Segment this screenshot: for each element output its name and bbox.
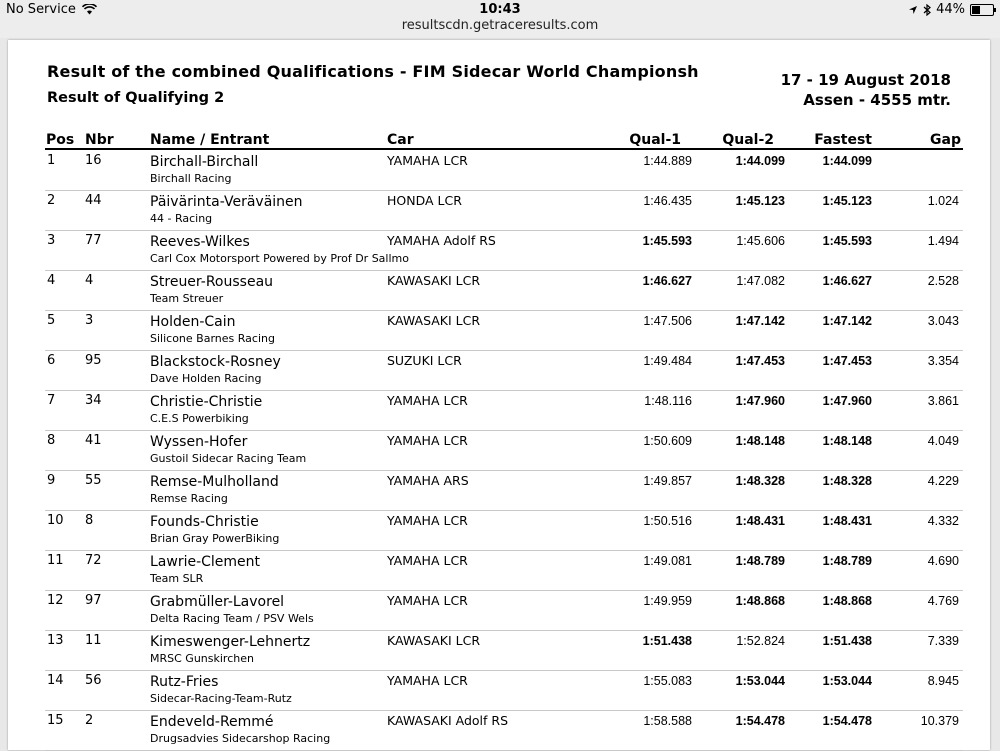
qual2-cell: 1:47.453 [735, 354, 785, 368]
entrant-cell: Dave Holden Racing [150, 372, 262, 385]
qual2-cell: 1:45.123 [735, 194, 785, 208]
car-cell: YAMAHA LCR [387, 593, 468, 608]
page-subtitle: Result of Qualifying 2 [47, 90, 225, 106]
battery-percent: 44% [936, 2, 965, 17]
col-qual1: Qual-1 [629, 132, 681, 148]
gap-cell: 7.339 [927, 634, 959, 648]
name-cell: Lawrie-Clement [150, 554, 261, 570]
position-cell: 8 [47, 433, 56, 448]
table-row [45, 230, 963, 271]
qual1-cell: 1:55.083 [643, 674, 692, 688]
qual2-cell: 1:48.789 [735, 554, 785, 568]
col-fastest: Fastest [814, 132, 872, 148]
gap-cell: 2.528 [927, 274, 959, 288]
name-cell: Kimeswenger-Lehnertz [150, 634, 311, 650]
qual1-cell: 1:49.857 [643, 474, 692, 488]
gap-cell: 8.945 [927, 674, 959, 688]
car-cell: HONDA LCR [387, 193, 462, 208]
gap-cell: 3.354 [927, 354, 959, 368]
car-cell: YAMAHA LCR [387, 553, 468, 568]
qual2-cell: 1:44.099 [735, 154, 785, 168]
entrant-cell: Sidecar-Racing-Team-Rutz [150, 692, 292, 705]
entrant-cell: MRSC Gunskirchen [150, 652, 254, 665]
name-cell: Päivärinta-Veräväinen [150, 194, 303, 210]
col-car: Car [387, 132, 414, 148]
qual1-cell: 1:51.438 [642, 634, 692, 648]
gap-cell: 4.690 [927, 554, 959, 568]
gap-cell: 1.494 [927, 234, 959, 248]
table-row [45, 670, 963, 711]
qual2-cell: 1:53.044 [735, 674, 785, 688]
position-cell: 9 [47, 473, 56, 488]
number-cell: 44 [85, 193, 102, 208]
qual2-cell: 1:47.082 [736, 274, 785, 288]
qual1-cell: 1:46.627 [642, 274, 692, 288]
name-cell: Reeves-Wilkes [150, 234, 250, 250]
qual2-cell: 1:48.868 [735, 594, 785, 608]
name-cell: Holden-Cain [150, 314, 236, 330]
fastest-cell: 1:48.328 [822, 474, 872, 488]
name-cell: Grabmüller-Lavorel [150, 594, 285, 610]
table-row [45, 550, 963, 591]
qual1-cell: 1:48.116 [644, 394, 692, 408]
qual2-cell: 1:48.148 [735, 434, 785, 448]
bluetooth-icon [923, 4, 931, 16]
car-cell: YAMAHA ARS [387, 473, 469, 488]
car-cell: YAMAHA LCR [387, 393, 468, 408]
position-cell: 1 [47, 153, 56, 168]
car-cell: YAMAHA LCR [387, 513, 468, 528]
position-cell: 13 [47, 633, 64, 648]
number-cell: 56 [85, 673, 102, 688]
qual1-cell: 1:47.506 [643, 314, 692, 328]
table-row [45, 350, 963, 391]
battery-icon [970, 4, 994, 16]
car-cell: KAWASAKI LCR [387, 313, 481, 328]
number-cell: 34 [85, 393, 102, 408]
car-cell: YAMAHA LCR [387, 153, 468, 168]
entrant-cell: Remse Racing [150, 492, 228, 505]
gap-cell: 3.043 [927, 314, 959, 328]
entrant-cell: Team Streuer [150, 292, 224, 305]
car-cell: KAWASAKI LCR [387, 273, 481, 288]
car-cell: YAMAHA Adolf RS [387, 233, 496, 248]
qual1-cell: 1:50.609 [643, 434, 692, 448]
name-cell: Rutz-Fries [150, 674, 219, 690]
number-cell: 77 [85, 233, 102, 248]
position-cell: 3 [47, 233, 56, 248]
col-nbr: Nbr [85, 132, 114, 148]
position-cell: 14 [47, 673, 64, 688]
col-pos: Pos [46, 132, 75, 148]
qual2-cell: 1:48.431 [735, 514, 785, 528]
qual1-cell: 1:44.889 [643, 154, 692, 168]
fastest-cell: 1:47.960 [822, 394, 872, 408]
qual1-cell: 1:46.435 [643, 194, 692, 208]
number-cell: 95 [85, 353, 102, 368]
fastest-cell: 1:47.142 [822, 314, 872, 328]
entrant-cell: C.E.S Powerbiking [150, 412, 249, 425]
gap-cell: 3.861 [927, 394, 959, 408]
car-cell: YAMAHA LCR [387, 433, 468, 448]
clock: 10:43 [479, 2, 521, 17]
qual2-cell: 1:45.606 [736, 234, 785, 248]
fastest-cell: 1:47.453 [822, 354, 872, 368]
name-cell: Founds-Christie [150, 514, 259, 530]
number-cell: 72 [85, 553, 102, 568]
position-cell: 12 [47, 593, 64, 608]
gap-cell: 10.379 [920, 714, 959, 728]
fastest-cell: 1:45.123 [822, 194, 872, 208]
fastest-cell: 1:45.593 [822, 234, 872, 248]
car-cell: KAWASAKI Adolf RS [387, 713, 509, 728]
number-cell: 97 [85, 593, 102, 608]
col-gap: Gap [930, 132, 961, 148]
entrant-cell: Team SLR [150, 572, 204, 585]
qual1-cell: 1:58.588 [643, 714, 692, 728]
position-cell: 10 [47, 513, 64, 528]
carrier-label: No Service [6, 2, 76, 17]
name-cell: Endeveld-Remmé [150, 714, 274, 730]
name-cell: Birchall-Birchall [150, 154, 259, 170]
results-page [8, 40, 990, 750]
entrant-cell: Gustoil Sidecar Racing Team [150, 452, 307, 465]
entrant-cell: 44 - Racing [150, 212, 213, 225]
table-row [45, 390, 963, 431]
position-cell: 15 [47, 713, 64, 728]
car-cell: SUZUKI LCR [387, 353, 462, 368]
fastest-cell: 1:48.868 [822, 594, 872, 608]
position-cell: 11 [47, 553, 64, 568]
qual2-cell: 1:54.478 [735, 714, 785, 728]
table-row [45, 270, 963, 311]
gap-cell: 4.769 [927, 594, 959, 608]
table-row [45, 470, 963, 511]
location-arrow-icon [908, 5, 918, 15]
gap-cell: 4.332 [927, 514, 959, 528]
number-cell: 41 [85, 433, 102, 448]
table-row [45, 710, 963, 751]
fastest-cell: 1:44.099 [822, 154, 872, 168]
qual1-cell: 1:50.516 [643, 514, 692, 528]
entrant-cell: Silicone Barnes Racing [150, 332, 275, 345]
car-cell: YAMAHA LCR [387, 673, 468, 688]
table-row [45, 630, 963, 671]
table-row [45, 430, 963, 471]
position-cell: 5 [47, 313, 56, 328]
entrant-cell: Brian Gray PowerBiking [150, 532, 280, 545]
qual1-cell: 1:49.959 [643, 594, 692, 608]
position-cell: 6 [47, 353, 56, 368]
number-cell: 8 [85, 513, 94, 528]
col-qual2: Qual-2 [722, 132, 774, 148]
gap-cell: 4.049 [927, 434, 959, 448]
car-cell: KAWASAKI LCR [387, 633, 481, 648]
position-cell: 7 [47, 393, 56, 408]
entrant-cell: Delta Racing Team / PSV Wels [150, 612, 314, 625]
fastest-cell: 1:51.438 [822, 634, 872, 648]
number-cell: 3 [85, 313, 94, 328]
number-cell: 11 [85, 633, 102, 648]
fastest-cell: 1:46.627 [822, 274, 872, 288]
gap-cell: 1.024 [927, 194, 959, 208]
position-cell: 2 [47, 193, 56, 208]
name-cell: Streuer-Rousseau [150, 274, 274, 290]
fastest-cell: 1:48.148 [822, 434, 872, 448]
qual2-cell: 1:47.960 [735, 394, 785, 408]
page-title: Result of the combined Qualifications - FIM Sidecar World Championsh [47, 62, 699, 81]
qual2-cell: 1:48.328 [735, 474, 785, 488]
fastest-cell: 1:54.478 [822, 714, 872, 728]
table-row [45, 190, 963, 231]
qual1-cell: 1:45.593 [642, 234, 692, 248]
url-bar[interactable] [0, 18, 1000, 38]
entrant-cell: Birchall Racing [150, 172, 232, 185]
position-cell: 4 [47, 273, 56, 288]
qual2-cell: 1:52.824 [736, 634, 785, 648]
event-dates: 17 - 19 August 2018 [780, 71, 951, 89]
col-name: Name / Entrant [150, 132, 270, 148]
table-row [45, 510, 963, 551]
name-cell: Wyssen-Hofer [150, 434, 248, 450]
fastest-cell: 1:48.431 [822, 514, 872, 528]
table-row [45, 150, 963, 191]
qual1-cell: 1:49.081 [643, 554, 692, 568]
number-cell: 55 [85, 473, 102, 488]
event-venue: Assen - 4555 mtr. [803, 91, 951, 109]
table-row [45, 310, 963, 351]
entrant-cell: Carl Cox Motorsport Powered by Prof Dr Sallmo [150, 252, 409, 265]
number-cell: 16 [85, 153, 102, 168]
name-cell: Blackstock-Rosney [150, 354, 281, 370]
table-row [45, 590, 963, 631]
fastest-cell: 1:48.789 [822, 554, 872, 568]
gap-cell: 4.229 [927, 474, 959, 488]
entrant-cell: Drugsadvies Sidecarshop Racing [150, 732, 331, 745]
url-text[interactable]: resultscdn.getraceresults.com [401, 18, 599, 33]
qual2-cell: 1:47.142 [735, 314, 785, 328]
name-cell: Christie-Christie [150, 394, 263, 410]
number-cell: 2 [85, 713, 94, 728]
fastest-cell: 1:53.044 [822, 674, 872, 688]
qual1-cell: 1:49.484 [643, 354, 692, 368]
status-bar [0, 0, 1000, 20]
name-cell: Remse-Mulholland [150, 474, 279, 490]
number-cell: 4 [85, 273, 94, 288]
